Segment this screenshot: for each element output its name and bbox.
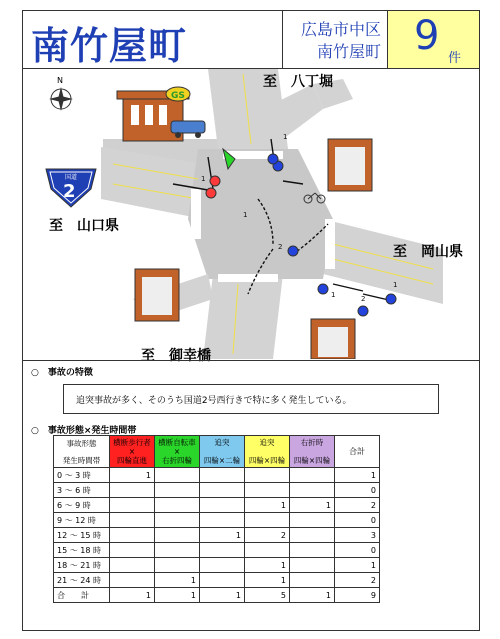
accident-label-4: 2 <box>278 243 283 251</box>
col-header-2 <box>200 436 245 468</box>
col-3-line1: 追突 <box>259 438 275 447</box>
route-sign-top: 国道 <box>65 174 78 181</box>
area-city: 広島市中区 <box>300 20 381 39</box>
table-cell <box>110 558 155 573</box>
table-cell: 1 <box>110 468 155 483</box>
accident-count-unit: 件 <box>448 51 462 66</box>
table-cell <box>110 483 155 498</box>
row-total: 2 <box>335 573 380 588</box>
corner-bottom: 発生時間帯 <box>62 455 101 465</box>
features-box <box>63 384 439 414</box>
route-sign-number: 2 <box>63 181 76 202</box>
row-total: 3 <box>335 528 380 543</box>
page-title: 南竹屋町 <box>31 24 188 68</box>
table-cell <box>200 543 245 558</box>
table-cell <box>110 528 155 543</box>
table-row <box>54 543 380 558</box>
col-header-0 <box>110 436 155 468</box>
table-cell: 1 <box>110 588 155 603</box>
table-cell <box>290 543 335 558</box>
row-label: 12 ～ 15 時 <box>54 528 110 543</box>
table-cell <box>200 558 245 573</box>
title-box <box>23 11 283 69</box>
row-label: 15 ～ 18 時 <box>54 543 110 558</box>
row-total: 2 <box>335 498 380 513</box>
table-cell <box>155 483 200 498</box>
table-row <box>54 498 380 513</box>
col-header-3 <box>245 436 290 468</box>
table-cell: 1 <box>245 573 290 588</box>
accident-label-7: 1 <box>331 291 336 299</box>
intersection-diagram <box>23 69 479 359</box>
col-0-line2: × <box>128 447 136 456</box>
table-cell <box>110 543 155 558</box>
col-2-line2 <box>203 447 241 456</box>
col-4-line3: 四輪×四輪 <box>293 456 331 465</box>
col-2-line3: 四輪×二輪 <box>203 456 241 465</box>
row-label: 18 ～ 21 時 <box>54 558 110 573</box>
table-cell <box>155 468 200 483</box>
table-cell <box>245 468 290 483</box>
table-cell: 1 <box>290 498 335 513</box>
col-0-line3: 四輪直進 <box>117 456 147 465</box>
table-row <box>54 468 380 483</box>
header <box>23 11 479 69</box>
accident-stats-table <box>53 435 380 603</box>
table-cell <box>110 513 155 528</box>
col-1-line2: × <box>173 447 181 456</box>
direction-label-west: 至 山口県 <box>49 218 119 234</box>
table-cell: 2 <box>245 528 290 543</box>
table-cell <box>200 468 245 483</box>
table-cell <box>155 498 200 513</box>
table-cell <box>290 513 335 528</box>
accident-count: 9 <box>414 13 440 59</box>
features-heading-text: 事故の特徴 <box>47 368 93 378</box>
gas-station <box>117 87 205 141</box>
table-cell: 1 <box>245 498 290 513</box>
col-2-line1: 追突 <box>214 438 230 447</box>
table-row <box>54 558 380 573</box>
table-corner <box>54 436 110 468</box>
table-cell <box>155 513 200 528</box>
features-heading: ○ 事故の特徴 <box>31 368 93 378</box>
table-row <box>54 513 380 528</box>
table-cell: 1 <box>245 558 290 573</box>
col-1-line1: 横断自転車 <box>158 438 196 447</box>
table-row <box>54 573 380 588</box>
intersection-map <box>23 69 479 364</box>
row-label: 0 ～ 3 時 <box>54 468 110 483</box>
area-box <box>283 11 387 69</box>
row-total: 0 <box>335 513 380 528</box>
table-cell: 1 <box>290 588 335 603</box>
table-row <box>54 483 380 498</box>
row-label: 6 ～ 9 時 <box>54 498 110 513</box>
accident-label-5: 1 <box>393 281 398 289</box>
route-2-sign-icon <box>46 169 96 207</box>
table-cell <box>200 573 245 588</box>
row-total: 0 <box>335 483 380 498</box>
accident-map-sheet <box>22 10 480 631</box>
table-cell <box>290 483 335 498</box>
col-4-line1: 右折時 <box>300 438 324 447</box>
table-cell <box>290 573 335 588</box>
gs-label: GS <box>171 91 185 101</box>
direction-label-north: 至 八丁堀 <box>263 74 333 90</box>
col-header-total: 合計 <box>335 436 380 468</box>
table-cell <box>155 543 200 558</box>
table-cell <box>245 513 290 528</box>
col-3-line3: 四輪×四輪 <box>248 456 286 465</box>
accident-label-3: 1 <box>243 211 248 219</box>
accident-label-1: 1 <box>201 175 206 183</box>
col-0-line1: 横断歩行者 <box>113 438 151 447</box>
direction-label-south: 至 御幸橋 <box>141 348 211 364</box>
table-cell <box>290 528 335 543</box>
row-total: 1 <box>335 558 380 573</box>
col-3-line2 <box>248 447 286 456</box>
table-cell <box>155 558 200 573</box>
table-cell <box>245 483 290 498</box>
table-cell <box>200 513 245 528</box>
direction-label-east: 至 岡山県 <box>393 244 463 260</box>
col-1-line3: 右折四輪 <box>162 456 192 465</box>
area-town: 南竹屋町 <box>316 42 381 61</box>
col-header-4 <box>290 436 335 468</box>
table-cell: 1 <box>155 588 200 603</box>
table-cell <box>155 528 200 543</box>
stats-heading: ○ 事故形態×発生時間帯 <box>31 426 137 436</box>
stats-heading-text: 事故形態×発生時間帯 <box>47 426 137 436</box>
features-text: 追突事故が多く、そのうち国道2号西行きで特に多く発生している。 <box>76 396 352 406</box>
col-header-1 <box>155 436 200 468</box>
row-total: 1 <box>335 468 380 483</box>
accident-label-6: 2 <box>361 295 366 303</box>
table-cell <box>290 468 335 483</box>
table-row <box>54 528 380 543</box>
row-total: 9 <box>335 588 380 603</box>
compass-icon <box>49 76 73 111</box>
accident-label-2: 1 <box>283 133 288 141</box>
row-label: 21 ～ 24 時 <box>54 573 110 588</box>
row-total: 0 <box>335 543 380 558</box>
table-cell: 1 <box>155 573 200 588</box>
table-cell <box>110 573 155 588</box>
table-row <box>54 588 380 603</box>
compass-letter: N <box>57 76 63 85</box>
table-cell <box>110 498 155 513</box>
table-cell: 1 <box>200 588 245 603</box>
table-header-row <box>54 436 380 468</box>
table-cell <box>290 558 335 573</box>
table-cell <box>200 483 245 498</box>
table-cell: 1 <box>200 528 245 543</box>
row-label: 3 ～ 6 時 <box>54 483 110 498</box>
accident-count-box <box>387 11 479 69</box>
row-label: 合 計 <box>54 588 110 603</box>
table-cell <box>245 543 290 558</box>
col-4-line2 <box>293 447 331 456</box>
corner-top: 事故形態 <box>66 438 97 448</box>
table-cell: 5 <box>245 588 290 603</box>
table-cell <box>200 498 245 513</box>
row-label: 9 ～ 12 時 <box>54 513 110 528</box>
